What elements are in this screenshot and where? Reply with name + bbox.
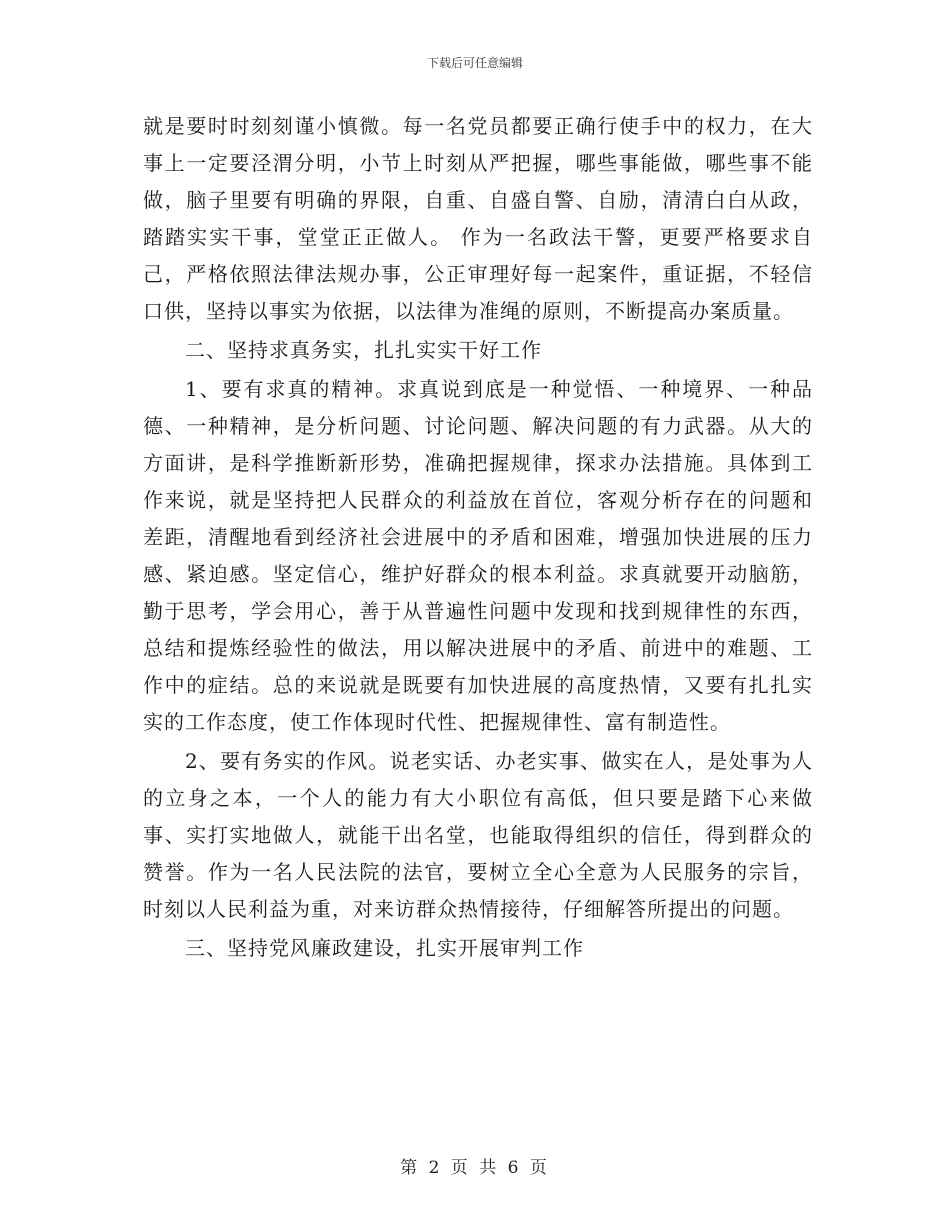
page-header: 下载后可任意编辑 xyxy=(426,56,523,70)
page-number: 第 2 页 共 6 页 xyxy=(400,1158,550,1178)
paragraph-continuation: 就是要时时刻刻谨小慎微。每一名党员都要正确行使手中的权力，在大事上一定要泾渭分明，小节上时刻从严把握，哪些事能做，哪些事不能做，脑子里要有明确的界限，自重、自盛自警、自励，清清白白从政，踏踏实实干事，堂堂正正做人。 作为一名政法干警，更要严格要求自己，严格依照法律法规办事，公正审理好每一起案件，重证据，不轻信口供，坚持以事实为依据，以法律为准绳的原则，不断提高办案质量。 xyxy=(143,114,813,323)
section-heading-2: 二、坚持求真务实，扎扎实实干好工作 xyxy=(185,338,542,362)
paragraph-seeking-truth: 1、要有求真的精神。求真说到底是一种觉悟、一种境界、一种品德、一种精神，是分析问题、讨论问题、解决问题的有力武器。从大的方面讲，是科学推断新形势，准确把握规律，探求办法措施。具体到工作来说，就是坚持把人民群众的利益放在首位，客观分析存在的问题和差距，清醒地看到经济社会进展中的矛盾和困难，增强加快进展的压力感、紧迫感。坚定信心，维护好群众的根本利益。求真就要开动脑筋，勤于思考，学会用心，善于从普遍性问题中发现和找到规律性的东西，总结和提炼经验性的做法，用以解决进展中的矛盾、前进中的难题、工作中的症结。总的来说就是既要有加快进展的高度热情，又要有扎扎实实的工作态度，使工作体现时代性、把握规律性、富有制造性。 xyxy=(143,377,813,734)
document-body xyxy=(143,108,813,967)
paragraph-pragmatic-style: 2、要有务实的作风。说老实话、办老实事、做实在人，是处事为人的立身之本，一个人的能力有大小职位有高低，但只要是踏下心来做事、实打实地做人，就能干出名堂，也能取得组织的信任，得到群众的赞誉。作为一名人民法院的法官，要树立全心全意为人民服务的宗旨，时刻以人民利益为重，对来访群众热情接待，仔细解答所提出的问题。 xyxy=(143,749,813,921)
section-heading-3: 三、坚持党风廉政建设，扎实开展审判工作 xyxy=(185,936,584,960)
